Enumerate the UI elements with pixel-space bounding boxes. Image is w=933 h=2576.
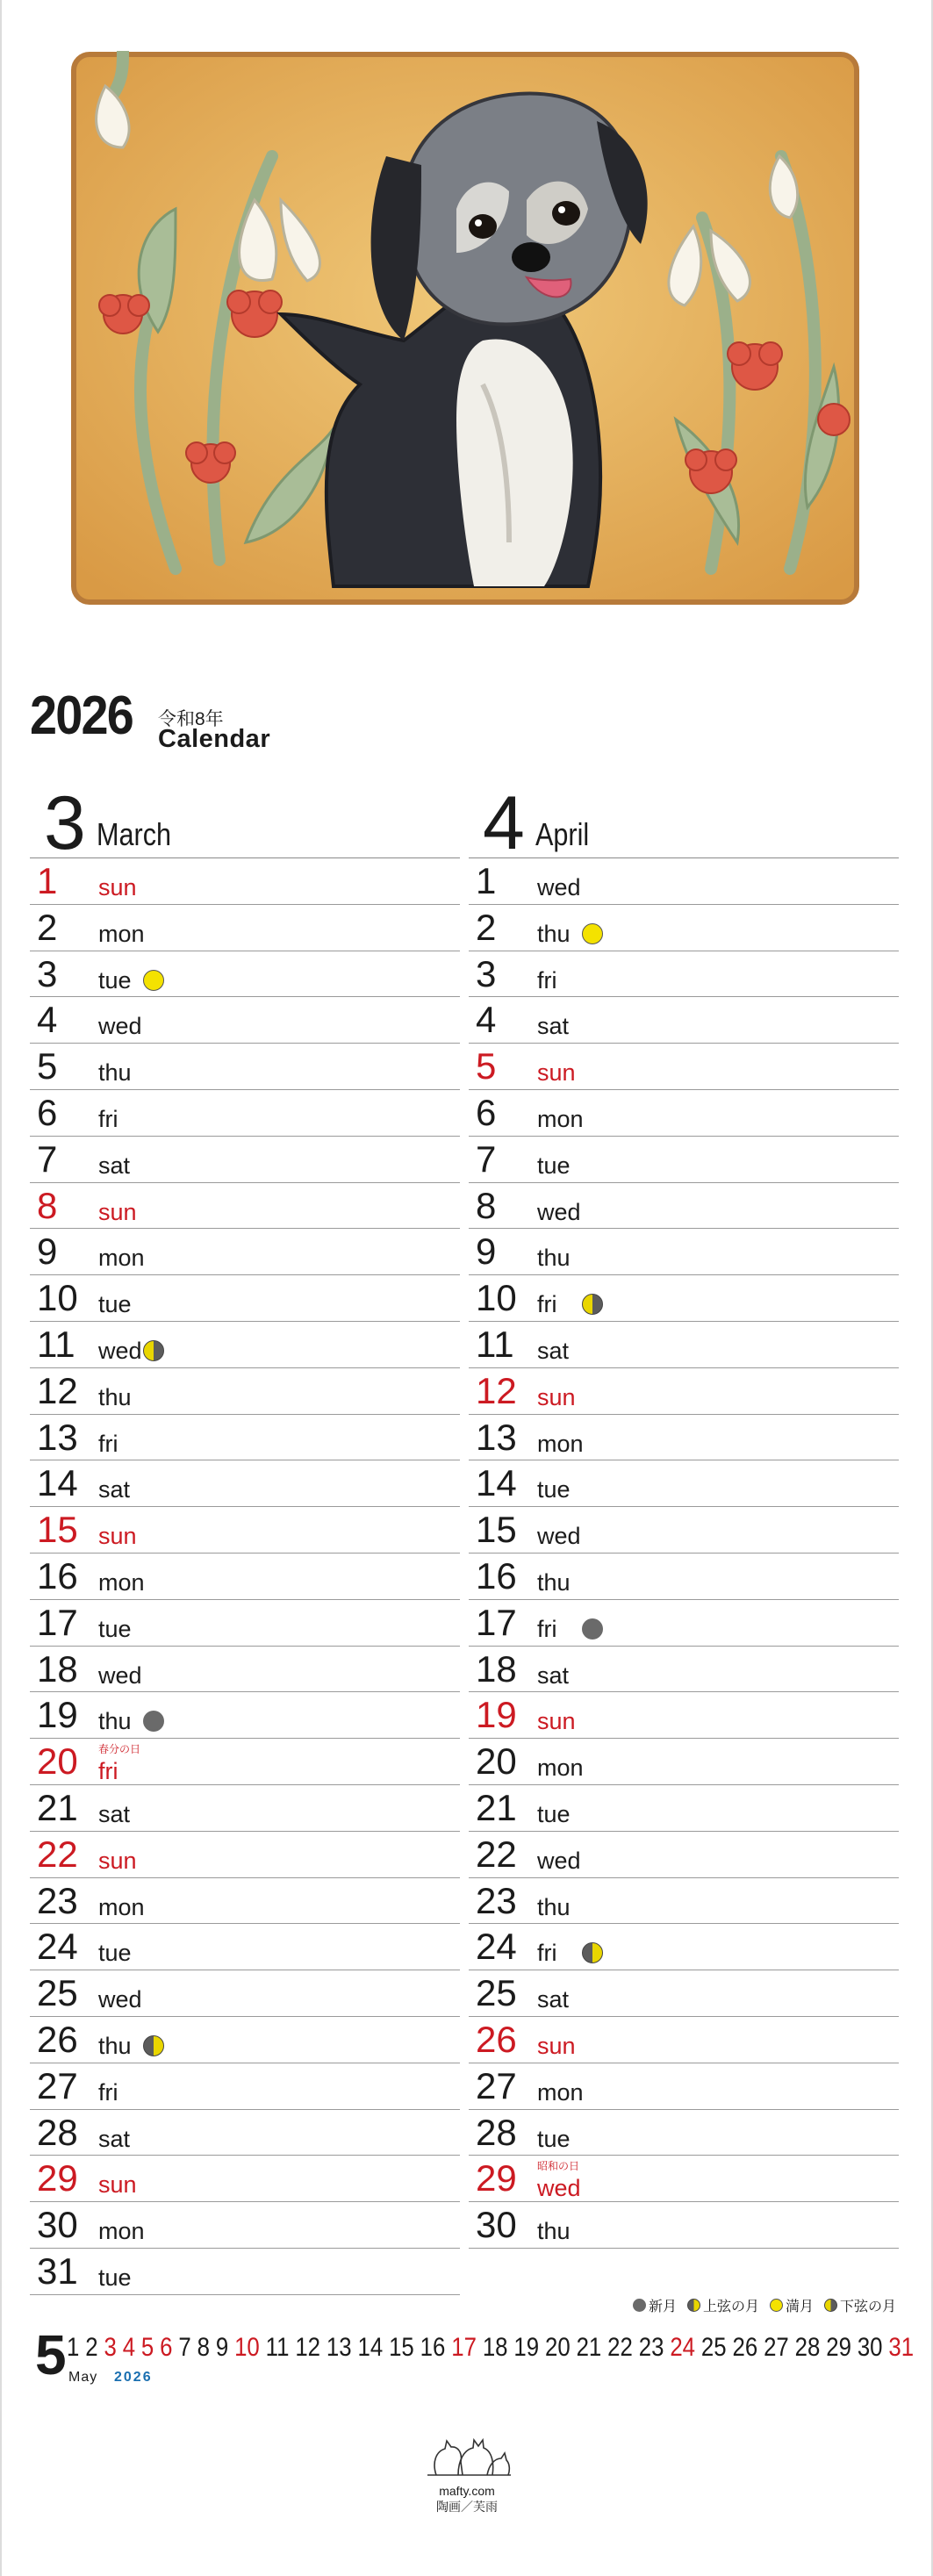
next-month-day: 20 <box>544 2333 571 2362</box>
next-month-day: 23 <box>638 2333 664 2362</box>
weekday-label: mon <box>537 2078 584 2106</box>
day-number: 7 <box>37 1137 58 1180</box>
day-row <box>30 1044 460 1090</box>
legend-item <box>687 2295 759 2315</box>
day-number: 17 <box>37 1601 78 1643</box>
day-list <box>469 858 899 2249</box>
next-month-day: 11 <box>265 2333 290 2362</box>
weekday-label: thu <box>537 1893 571 1920</box>
website-url: mafty.com <box>439 2484 495 2498</box>
day-row <box>30 2249 460 2295</box>
day-row <box>469 2063 899 2110</box>
day-row <box>30 1090 460 1137</box>
day-number: 15 <box>37 1509 78 1551</box>
day-number: 7 <box>476 1137 497 1180</box>
day-row <box>30 1553 460 1600</box>
ceramic-dog-artwork <box>70 51 860 606</box>
weekday-label: sun <box>98 1198 137 1225</box>
month-header <box>469 781 899 865</box>
weekday-label: fri <box>537 1615 557 1642</box>
day-row <box>469 1970 899 2017</box>
day-number: 25 <box>37 1972 78 2014</box>
day-number: 10 <box>476 1277 517 1319</box>
day-row <box>469 951 899 998</box>
weekday-label: sun <box>537 1059 576 1087</box>
day-row <box>469 1044 899 1090</box>
day-row <box>30 2063 460 2110</box>
day-number: 19 <box>476 1694 517 1736</box>
day-row <box>30 1507 460 1553</box>
day-number: 16 <box>476 1554 517 1597</box>
day-list <box>30 858 460 2295</box>
day-row <box>469 1275 899 1322</box>
next-month-name: May <box>68 2370 98 2385</box>
next-month-day: 27 <box>764 2333 789 2362</box>
day-number: 1 <box>37 860 58 901</box>
next-month-day: 21 <box>576 2333 602 2362</box>
weekday-label: thu <box>98 1383 132 1410</box>
weekday-label: tue <box>98 2264 132 2291</box>
next-month-day: 25 <box>700 2333 727 2362</box>
day-row <box>30 2156 460 2202</box>
weekday-label: tue <box>537 1800 571 1827</box>
day-row <box>469 1322 899 1368</box>
day-row <box>469 1832 899 1878</box>
legend-label: 新月 <box>648 2300 677 2314</box>
cats-and-dog-logo-icon <box>419 2427 515 2479</box>
day-number: 24 <box>476 1926 517 1968</box>
weekday-label: tue <box>98 1615 132 1642</box>
month-number: 4 <box>483 781 525 865</box>
day-row <box>30 1600 460 1647</box>
day-row <box>469 1878 899 1925</box>
legend-label: 満月 <box>785 2300 814 2314</box>
day-number: 9 <box>476 1231 497 1273</box>
day-number: 22 <box>37 1833 78 1875</box>
day-number: 3 <box>476 952 497 994</box>
next-month-day: 6 <box>160 2333 173 2362</box>
weekday-label: wed <box>98 1013 142 1040</box>
day-number: 9 <box>37 1231 58 1273</box>
full-moon-icon <box>143 970 164 991</box>
weekday-label: sat <box>98 1152 131 1179</box>
next-month-day: 10 <box>234 2333 260 2362</box>
weekday-label: tue <box>537 1476 571 1503</box>
new-moon-icon <box>633 2299 646 2312</box>
day-number: 25 <box>476 1972 517 2014</box>
next-month-day: 4 <box>122 2333 136 2362</box>
weekday-label: sun <box>537 1383 576 1410</box>
day-row <box>30 1183 460 1230</box>
day-number: 24 <box>37 1926 78 1968</box>
day-number: 11 <box>37 1323 75 1365</box>
day-number: 4 <box>37 999 58 1041</box>
day-number: 18 <box>37 1647 78 1690</box>
legend-item <box>770 2295 814 2315</box>
day-row <box>30 1415 460 1461</box>
first-quarter-moon-icon <box>143 2035 164 2056</box>
weekday-label: wed <box>537 1523 581 1550</box>
weekday-label: thu <box>537 2218 571 2245</box>
month-name: March <box>97 816 172 852</box>
first-quarter-moon-icon <box>687 2299 700 2312</box>
day-number: 31 <box>37 2250 78 2292</box>
day-row <box>469 1090 899 1137</box>
next-month-day: 17 <box>451 2333 477 2362</box>
weekday-label: thu <box>98 2032 132 2059</box>
legend-label: 下弦の月 <box>839 2300 896 2314</box>
day-number: 6 <box>37 1091 58 1133</box>
weekday-label: sat <box>537 1013 570 1040</box>
day-number: 27 <box>37 2064 78 2106</box>
day-number: 14 <box>37 1462 78 1504</box>
day-row <box>469 1600 899 1647</box>
day-row <box>30 1970 460 2017</box>
day-row <box>30 1878 460 1925</box>
day-number: 26 <box>476 2018 517 2060</box>
weekday-label: tue <box>98 966 132 994</box>
legend-item <box>633 2295 677 2315</box>
weekday-label: mon <box>98 920 145 947</box>
day-number: 6 <box>476 1091 497 1133</box>
weekday-label: tue <box>98 1291 132 1318</box>
day-number: 30 <box>37 2204 78 2246</box>
day-row <box>469 997 899 1044</box>
day-row <box>469 1183 899 1230</box>
weekday-label: sun <box>98 1847 137 1874</box>
day-number: 20 <box>37 1740 78 1783</box>
weekday-label: wed <box>537 2175 581 2202</box>
day-row <box>30 1924 460 1970</box>
next-month-day: 29 <box>826 2333 851 2362</box>
weekday-label: sun <box>98 1523 137 1550</box>
weekday-label: mon <box>98 1568 145 1596</box>
next-month-day: 5 <box>140 2333 154 2362</box>
day-row <box>469 1415 899 1461</box>
holiday-name: 昭和の日 <box>537 2160 580 2173</box>
month-name: April <box>535 816 590 852</box>
day-number: 23 <box>37 1879 78 1921</box>
next-month-day: 9 <box>215 2333 229 2362</box>
weekday-label: mon <box>98 1893 145 1920</box>
day-number: 17 <box>476 1601 517 1643</box>
day-number: 28 <box>37 2111 78 2153</box>
new-moon-icon <box>582 1618 603 1640</box>
day-number: 20 <box>476 1740 517 1783</box>
next-month-day: 13 <box>326 2333 352 2362</box>
japanese-era-year: 令和8年 <box>158 709 224 729</box>
day-number: 16 <box>37 1554 78 1597</box>
day-number: 14 <box>476 1462 517 1504</box>
day-number: 10 <box>37 1277 78 1319</box>
day-number: 29 <box>37 2157 78 2199</box>
weekday-label: mon <box>537 1754 584 1782</box>
weekday-label: mon <box>537 1430 584 1457</box>
holiday-name: 春分の日 <box>98 1743 141 1756</box>
weekday-label: wed <box>537 1198 581 1225</box>
weekday-label: thu <box>98 1708 132 1735</box>
weekday-label: tue <box>537 2125 571 2152</box>
day-number: 13 <box>476 1416 517 1458</box>
footer-logo <box>414 2427 520 2515</box>
day-number: 15 <box>476 1509 517 1551</box>
last-quarter-moon-icon <box>582 1294 603 1315</box>
day-number: 22 <box>476 1833 517 1875</box>
moon-phase-legend <box>633 2295 896 2315</box>
weekday-label: tue <box>98 1940 132 1967</box>
day-row <box>30 905 460 951</box>
month-column-march <box>30 781 460 2295</box>
day-row <box>30 1460 460 1507</box>
weekday-label: fri <box>537 1940 557 1967</box>
full-moon-icon <box>770 2299 783 2312</box>
day-row <box>469 1460 899 1507</box>
weekday-label: mon <box>537 1105 584 1132</box>
weekday-label: fri <box>537 1291 557 1318</box>
day-row <box>30 1229 460 1275</box>
legend-item <box>824 2295 896 2315</box>
day-row <box>30 1137 460 1183</box>
weekday-label: sun <box>98 874 137 901</box>
weekday-label: wed <box>98 1986 142 2013</box>
day-row <box>469 1229 899 1275</box>
next-month-days <box>67 2333 920 2363</box>
day-number: 18 <box>476 1647 517 1690</box>
next-month-day: 31 <box>888 2333 915 2362</box>
calendar-year: 2026 <box>30 685 133 746</box>
weekday-label: sat <box>537 1337 570 1364</box>
day-row <box>469 1368 899 1415</box>
next-month-day: 15 <box>389 2333 414 2362</box>
weekday-label: thu <box>98 1059 132 1087</box>
calendar-title: Calendar <box>158 725 271 753</box>
day-row <box>30 1647 460 1693</box>
day-row <box>30 1322 460 1368</box>
day-row <box>469 1924 899 1970</box>
next-month-strip <box>35 2323 915 2396</box>
next-month-day: 28 <box>794 2333 821 2362</box>
day-number: 8 <box>37 1184 58 1226</box>
day-number: 21 <box>476 1786 517 1828</box>
month-column-april <box>469 781 899 2249</box>
day-number: 21 <box>37 1786 78 1828</box>
dog-tile-illustration <box>70 51 860 606</box>
artist-credit: 陶画／芙雨 <box>436 2500 498 2514</box>
day-row <box>30 1832 460 1878</box>
day-row <box>469 905 899 951</box>
weekday-label: thu <box>537 920 571 947</box>
next-month-day: 3 <box>104 2333 117 2362</box>
month-header <box>30 781 460 865</box>
next-month-day: 2 <box>85 2333 98 2362</box>
day-number: 12 <box>37 1369 78 1411</box>
full-moon-icon <box>582 923 603 944</box>
weekday-label: thu <box>537 1568 571 1596</box>
day-row <box>469 1553 899 1600</box>
day-row <box>30 2017 460 2063</box>
next-month-day: 8 <box>197 2333 210 2362</box>
day-row <box>30 1368 460 1415</box>
day-row <box>469 1692 899 1739</box>
day-row <box>30 858 460 905</box>
weekday-label: tue <box>537 1152 571 1179</box>
weekday-label: mon <box>98 1245 145 1272</box>
last-quarter-moon-icon <box>824 2299 837 2312</box>
day-number: 28 <box>476 2111 517 2153</box>
next-month-day: 22 <box>607 2333 633 2362</box>
weekday-label: fri <box>98 1105 118 1132</box>
weekday-label: wed <box>537 874 581 901</box>
next-month-number: 5 <box>35 2323 67 2386</box>
day-number: 27 <box>476 2064 517 2106</box>
day-row <box>30 1275 460 1322</box>
weekday-label: sun <box>537 2032 576 2059</box>
day-row <box>469 1507 899 1553</box>
day-number: 5 <box>476 1045 497 1087</box>
day-number: 2 <box>476 906 497 948</box>
day-number: 12 <box>476 1369 517 1411</box>
weekday-label: sat <box>537 1661 570 1689</box>
weekday-label: wed <box>98 1337 142 1364</box>
day-row <box>469 1785 899 1832</box>
day-row <box>469 2017 899 2063</box>
first-quarter-moon-icon <box>582 1942 603 1963</box>
next-month-day: 26 <box>732 2333 758 2362</box>
day-number: 11 <box>476 1323 514 1365</box>
weekday-label: thu <box>537 1245 571 1272</box>
day-row <box>30 1739 460 1785</box>
day-number: 19 <box>37 1694 78 1736</box>
day-number: 23 <box>476 1879 517 1921</box>
next-month-day: 14 <box>357 2333 384 2362</box>
next-month-day: 18 <box>482 2333 508 2362</box>
day-number: 2 <box>37 906 58 948</box>
day-number: 4 <box>476 999 497 1041</box>
next-month-year: 2026 <box>114 2370 153 2385</box>
last-quarter-moon-icon <box>143 1340 164 1361</box>
legend-label: 上弦の月 <box>702 2300 759 2314</box>
day-number: 26 <box>37 2018 78 2060</box>
next-month-day: 30 <box>857 2333 883 2362</box>
day-row <box>469 2156 899 2202</box>
next-month-day: 16 <box>420 2333 446 2362</box>
day-number: 8 <box>476 1184 497 1226</box>
day-number: 29 <box>476 2157 517 2199</box>
day-row <box>30 997 460 1044</box>
weekday-label: sun <box>98 2171 137 2199</box>
day-row <box>30 1785 460 1832</box>
weekday-label: wed <box>537 1847 581 1874</box>
next-month-day: 1 <box>67 2333 80 2362</box>
day-number: 5 <box>37 1045 58 1087</box>
sheet-left-edge <box>0 0 2 2576</box>
weekday-label: fri <box>98 1430 118 1457</box>
next-month-day: 12 <box>295 2333 321 2362</box>
weekday-label: fri <box>537 966 557 994</box>
day-row <box>469 1137 899 1183</box>
day-row <box>469 1739 899 1785</box>
weekday-label: sat <box>537 1986 570 2013</box>
day-row <box>469 2202 899 2249</box>
day-row <box>469 1647 899 1693</box>
day-row <box>469 2110 899 2156</box>
day-number: 13 <box>37 1416 78 1458</box>
weekday-label: mon <box>98 2218 145 2245</box>
weekday-label: sat <box>98 2125 131 2152</box>
next-month-day: 19 <box>513 2333 540 2362</box>
month-number: 3 <box>44 781 86 865</box>
weekday-label: fri <box>98 2078 118 2106</box>
next-month-day: 7 <box>178 2333 191 2362</box>
day-row <box>469 858 899 905</box>
day-row <box>30 2110 460 2156</box>
weekday-label: sat <box>98 1476 131 1503</box>
next-month-day: 24 <box>670 2333 696 2362</box>
day-number: 30 <box>476 2204 517 2246</box>
weekday-label: fri <box>98 1758 118 1785</box>
day-row <box>30 1692 460 1739</box>
weekday-label: sat <box>98 1800 131 1827</box>
day-row <box>30 2202 460 2249</box>
day-number: 1 <box>476 860 497 901</box>
day-row <box>30 951 460 998</box>
new-moon-icon <box>143 1711 164 1732</box>
weekday-label: sun <box>537 1708 576 1735</box>
day-number: 3 <box>37 952 58 994</box>
weekday-label: wed <box>98 1661 142 1689</box>
